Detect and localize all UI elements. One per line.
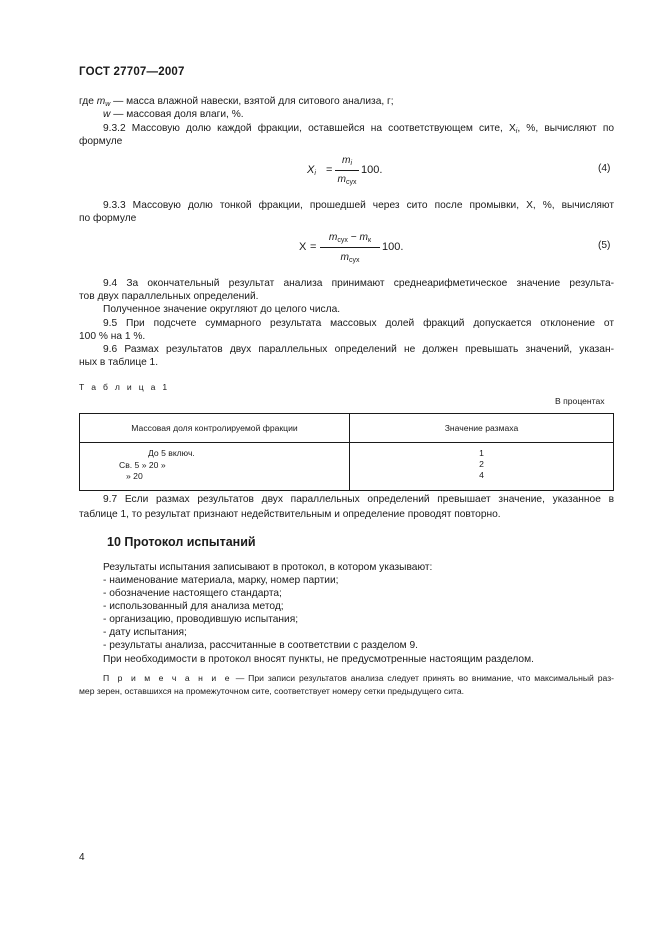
protocol-item: - дату испытания; xyxy=(103,627,187,638)
paragraph-9-7-line2: таблице 1, то результат признают недействительным и определение проводят повторно. xyxy=(79,509,501,520)
table-cell-fractions xyxy=(80,443,350,491)
table-cell-ranges xyxy=(350,443,614,491)
formula-5-lhs: X xyxy=(299,241,307,253)
table-1-units: В процентах xyxy=(555,396,605,406)
formula-5-fraction-line xyxy=(320,247,380,248)
where-line-moisture: w — массовая доля влаги, %. xyxy=(103,109,244,120)
section-10-closing: При необходимости в протокол вносят пункты, не предусмотренные настоящим разделом. xyxy=(103,654,534,665)
page-number: 4 xyxy=(79,852,85,863)
fraction-label: До 5 включ. xyxy=(148,448,195,458)
range-value: 2 xyxy=(479,459,484,469)
paragraph-9-4-line1: 9.4 За окончательный результат анализа принимают среднеарифметическое значение результа- xyxy=(103,278,614,289)
document-header: ГОСТ 27707—2007 xyxy=(79,66,185,78)
table-1 xyxy=(79,413,614,491)
paragraph-9-3-3-line1: 9.3.3 Массовую долю тонкой фракции, прошедшей через сито после промывки, X, %, вычисляют xyxy=(103,200,614,211)
table-1-caption: Т а б л и ц а 1 xyxy=(79,382,170,392)
note-line2: мер зерен, оставшихся на промежуточном сите, соответствует номеру сетки предыдущего сита. xyxy=(79,686,465,696)
paragraph-9-4-line2: тов двух параллельных определений. xyxy=(79,291,259,302)
protocol-item: - результаты анализа, рассчитанные в соответствии с разделом 9. xyxy=(103,640,419,651)
table-header-range: Значение размаха xyxy=(350,414,614,443)
paragraph-9-4-line3: Полученное значение округляют до целого числа. xyxy=(103,304,341,315)
table-row xyxy=(80,443,614,491)
protocol-item: - использованный для анализа метод; xyxy=(103,601,284,612)
formula-5-denominator: $m_{сух}$ xyxy=(340,252,360,264)
section-10-title: 10 Протокол испытаний xyxy=(107,535,256,549)
formula-4-numerator: $m_i$ xyxy=(341,155,353,167)
formula-4-denominator: $m_{сух}$ xyxy=(337,174,357,186)
formula-4-factor: 100. xyxy=(361,164,383,176)
formula-5-equals: = xyxy=(310,241,317,253)
formula-4-equals: = xyxy=(326,164,333,176)
paragraph-9-6-line2: ных в таблице 1. xyxy=(79,357,159,368)
range-value: 1 xyxy=(479,448,484,458)
paragraph-9-3-3-line2: по формуле xyxy=(79,213,137,224)
paragraph-9-3-2-line1: 9.3.2 Массовую долю каждой фракции, оставшейся на соответствующем сите, $X_i$, %, вычисляют по xyxy=(103,123,614,135)
formula-4-lhs: $X_i$ xyxy=(307,164,316,177)
paragraph-9-5-line2: 100 % на 1 %. xyxy=(79,331,146,342)
paragraph-9-3-2-line2: формуле xyxy=(79,136,123,147)
protocol-item: - обозначение настоящего стандарта; xyxy=(103,588,282,599)
paragraph-9-6-line1: 9.6 Размах результатов двух параллельных определений не должен превышать значений, указан- xyxy=(103,344,614,355)
where-line-wet-mass: где $m_w$ — масса влажной навески, взятой для ситового анализа, г; xyxy=(79,96,394,108)
note-line1: П р и м е ч а н и е — При записи результатов анализа следует принять во внимание, что максимальный раз- xyxy=(103,673,615,683)
table-header-fraction: Массовая доля контролируемой фракции xyxy=(80,414,350,443)
formula-4-fraction-line xyxy=(335,170,359,171)
protocol-item: - организацию, проводившую испытания; xyxy=(103,614,299,625)
paragraph-9-7-line1: 9.7 Если размах результатов двух параллельных определений превышает значение, указанное в xyxy=(103,494,614,505)
section-10-intro: Результаты испытания записывают в протокол, в котором указывают: xyxy=(103,562,433,573)
formula-5-factor: 100. xyxy=(382,241,404,253)
formula-5-numerator: $m_{сух} - m_к$ xyxy=(328,232,372,244)
paragraph-9-5-line1: 9.5 При подсчете суммарного результата массовых долей фракций допускается отклонение от xyxy=(103,318,614,329)
table-header-row xyxy=(80,414,614,443)
fraction-label: » 20 xyxy=(126,471,143,481)
formula-4-number: (4) xyxy=(598,163,611,174)
formula-5-number: (5) xyxy=(598,240,611,251)
range-value: 4 xyxy=(479,470,484,480)
protocol-item: - наименование материала, марку, номер партии; xyxy=(103,575,339,586)
fraction-label: Св. 5 » 20 » xyxy=(119,460,166,470)
